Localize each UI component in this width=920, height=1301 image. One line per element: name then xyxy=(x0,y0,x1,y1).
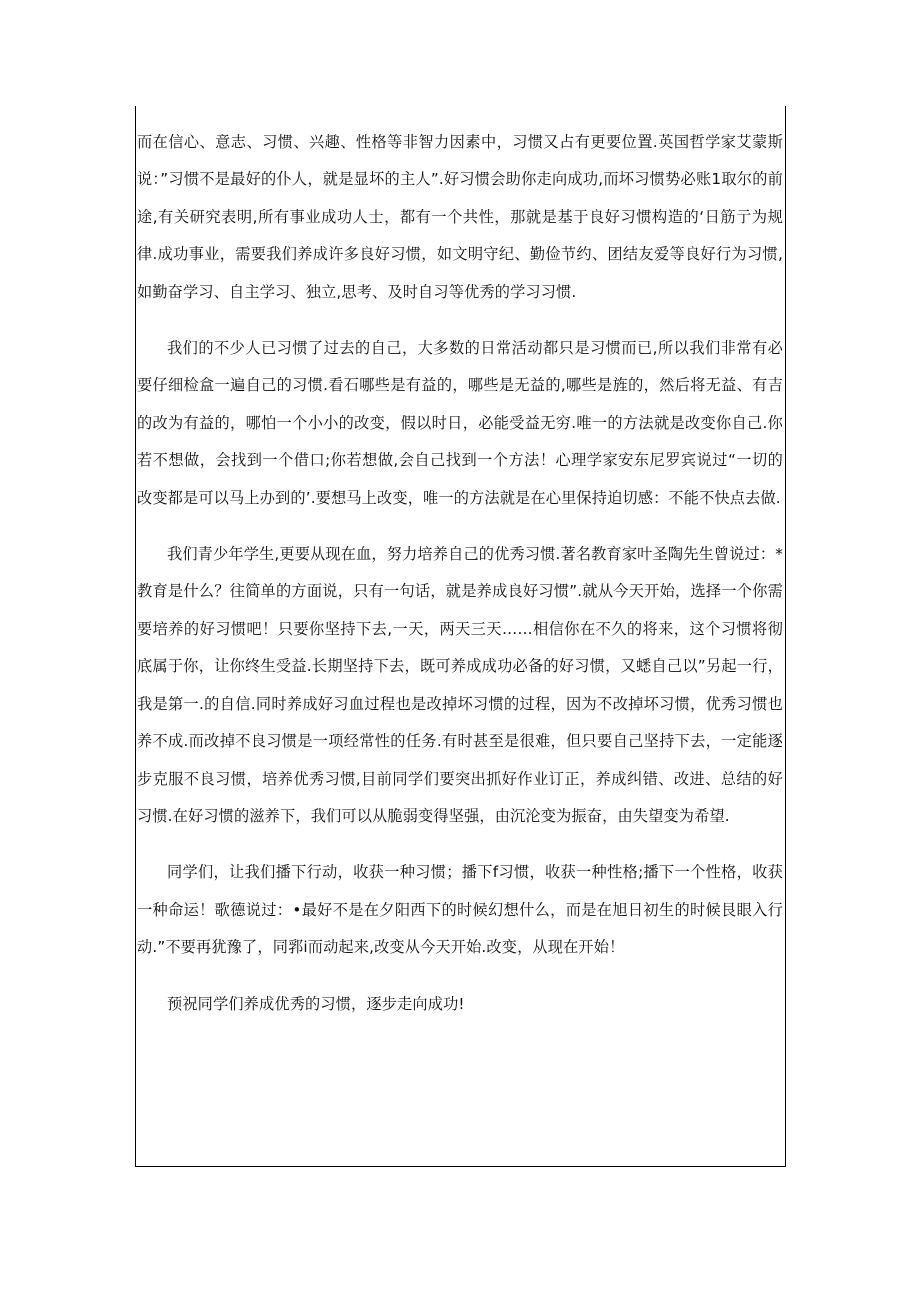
document-body xyxy=(137,124,783,1042)
paragraph-closing-wish: 预祝同学们养成优秀的习惯，逐步走向成功! xyxy=(167,994,465,1013)
paragraph-habit-importance: 而在信心、意志、习惯、兴趣、性格等非智力因素中，习惯又占有更要位置.英国哲学家艾蒙斯说：”习惯不是最好的仆人，就是显坏的主人”.好习惯会助你走向成功,而坏习惯势必账1取尔的前途,有关研究表明,所有事业成功人士，都有一个共性，那就是基于良好习惯构造的‘日筋亍为规律.成功事业，需要我们养成许多良好习惯，如文明守纪、勤俭节约、团结友爱等良好行为习惯,如勤奋学习、自主学习、独立,思考、及时自习等优秀的学习习惯. xyxy=(137,133,783,301)
paragraph-change-yourself: 我们的不少人已习惯了过去的自己，大多数的日常活动都只是习惯而已,所以我们非常有必要仔细检盒一遍自己的习惯.看石哪些是有益的，哪些是无益的,哪些是旌的，然后将无益、有吉的改为有益的，哪怕一个小小的改变，假以时日，必能受益无穷.唯一的方法就是改变你自己.你若不想做，会找到一个借口;你若想做,会自己找到一个方法！心理学家安东尼罗宾说过“一切的改变都是可以马上办到的’.要想马上改变，唯一的方法就是在心里保持迫切感：不能不快点去做. xyxy=(137,339,783,507)
paragraph-students-habits: 我们青少年学生,更要从现在血，努力培养自己的优秀习惯.著名教育家叶圣陶先生曾说过：*教育是什么？往简单的方面说，只有一句话，就是养成良好习惯”.就从今天开始，选择一个你需要培养的好习惯吧！只要你坚持下去,一天，两天三天……相信你在不久的将来，这个习惯将彻底属于你，让你终生受益.长期坚持下去，既可养成成功必备的好习惯，又蟋自己以”另起一行，我是第一.的自信.同时养成好习血过程也是改掉坏习惯的过程，因为不改掉坏习惯，优秀习惯也养不成.而改掉不良习惯是一项经常性的任务.有时甚至是很难，但只要自己坚持下去，一定能逐步克服不良习惯，培养优秀习惯,目前同学们要突出抓好作业订正，养成纠错、改进、总结的好习惯.在好习惯的滋养下，我们可以从脆弱变得坚强，由沉沦变为振奋，由失望变为希望. xyxy=(137,545,783,825)
paragraph-call-to-action: 同学们，让我们播下行动，收获一种习惯；播下f习惯，收获一种性格;播下一个性格，收获一种命运！歌德说过：•最好不是在夕阳西下的时候幻想什么，而是在旭日初生的时候艮眼入行动.”不要再犹豫了，同郛i而动起来,改变从今天开始.改变，从现在开始！ xyxy=(137,863,783,957)
